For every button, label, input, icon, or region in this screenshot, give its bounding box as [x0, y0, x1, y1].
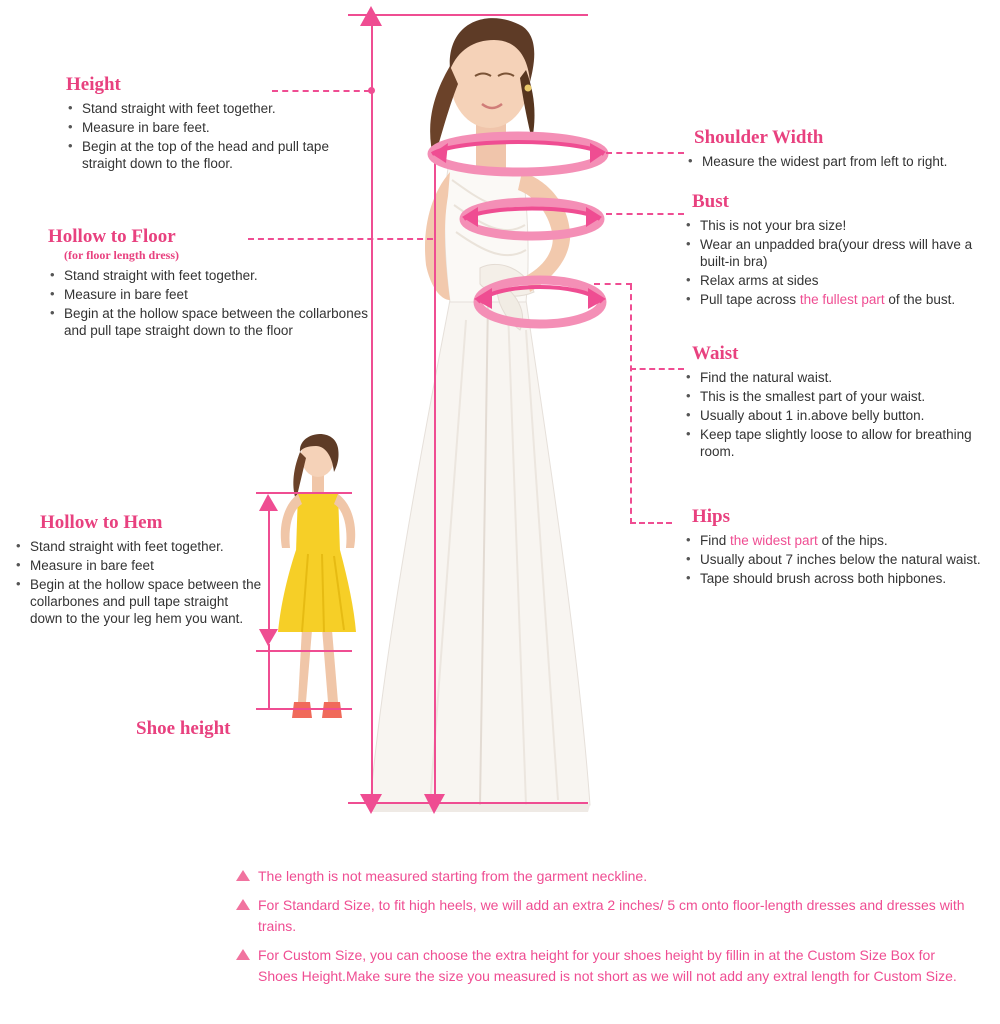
hollow-to-hem-section: [14, 512, 264, 629]
list-item: • Relax arms at sides: [684, 272, 996, 289]
bust-bullets: [684, 217, 996, 308]
hips-note-emphasis: the widest part: [730, 533, 818, 548]
warning-triangle-icon: [236, 949, 250, 960]
shoulder-width-bullets: [686, 153, 996, 170]
waist-section: [684, 343, 996, 462]
list-item: • Begin at the top of the head and pull tape straight down to the floor.: [66, 138, 366, 172]
list-item: • Wear an unpadded bra(your dress will have a built-in bra): [684, 236, 996, 270]
height-title: Height: [66, 74, 121, 95]
list-item: • Begin at the hollow space between the collarbones and pull tape straight down to the floor: [48, 305, 368, 339]
short-dress-figure-illustration: [262, 430, 372, 750]
hollow-to-hem-bullets: [14, 538, 264, 627]
note-text: For Standard Size, to fit high heels, we will add an extra 2 inches/ 5 cm onto floor-length dresses and dresses with trains.: [258, 897, 965, 934]
list-item: • This is not your bra size!: [684, 217, 996, 234]
list-item: • Measure the widest part from left to right.: [686, 153, 996, 170]
hips-note-pre: Find: [700, 533, 731, 548]
shoulder-width-measure-band: [418, 130, 618, 178]
list-item: • Stand straight with feet together.: [48, 267, 368, 284]
warning-triangle-icon: [236, 899, 250, 910]
note-item: [236, 895, 976, 937]
hollow-to-floor-section: [48, 226, 368, 341]
footer-notes: [236, 866, 976, 995]
hollow-to-floor-title: Hollow to Floor: [48, 226, 176, 247]
bust-title: Bust: [692, 191, 729, 212]
shoulder-width-leader-line: [606, 152, 684, 154]
shoulder-width-section: [686, 127, 996, 172]
bust-note-pre: Pull tape across: [700, 292, 800, 307]
list-item: • Stand straight with feet together.: [14, 538, 264, 555]
list-item: • Begin at the hollow space between the collarbones and pull tape straight down to the your leg hem you want.: [14, 576, 264, 627]
waist-leader-line: [630, 368, 684, 370]
height-section: [66, 74, 366, 174]
list-item: • Stand straight with feet together.: [66, 100, 366, 117]
shoe-height-title: Shoe height: [136, 718, 231, 739]
note-item: [236, 866, 976, 887]
height-bullets: [66, 100, 366, 172]
list-item: • Measure in bare feet: [14, 557, 264, 574]
list-item: [684, 291, 996, 308]
list-item: • This is the smallest part of your waist.: [684, 388, 996, 405]
waist-title: Waist: [692, 343, 739, 364]
list-item: • Measure in bare feet.: [66, 119, 366, 136]
bride-figure-illustration: [330, 0, 660, 820]
list-item: • Keep tape slightly loose to allow for breathing room.: [684, 426, 996, 460]
height-leader-line: [272, 90, 370, 92]
bust-note-emphasis: the fullest part: [799, 292, 885, 307]
bust-leader-line: [606, 213, 684, 215]
list-item: • Usually about 1 in.above belly button.: [684, 407, 996, 424]
hips-title: Hips: [692, 506, 731, 527]
hips-note-post: of the hips.: [817, 533, 888, 548]
shoe-height-section: [136, 718, 231, 740]
hollow-to-floor-leader-line: [248, 238, 433, 240]
hollow-to-hem-title: Hollow to Hem: [40, 512, 163, 533]
height-leader-dot: [368, 87, 375, 94]
hips-bullets: [684, 532, 996, 587]
bust-section: [684, 191, 996, 310]
list-item: • Find the natural waist.: [684, 369, 996, 386]
warning-triangle-icon: [236, 870, 250, 881]
waist-bullets: [684, 369, 996, 460]
bust-note-post: of the bust.: [884, 292, 956, 307]
list-item: • Tape should brush across both hipbones.: [684, 570, 996, 587]
bust-measure-band: [452, 196, 612, 242]
waist-measure-band: [466, 272, 614, 334]
list-item: [684, 532, 996, 549]
note-item: [236, 945, 976, 987]
shoulder-width-title: Shoulder Width: [694, 127, 824, 148]
hollow-to-floor-bullets: [48, 267, 368, 339]
hips-section: [684, 506, 996, 589]
note-text: The length is not measured starting from the garment neckline.: [258, 868, 648, 884]
list-item: • Usually about 7 inches below the natural waist.: [684, 551, 996, 568]
note-text: For Custom Size, you can choose the extra height for your shoes height by fillin in at the Custom Size Box for Shoes Height.Make sure the size you measured is not short as we will not add any extral length for Custom Size.: [258, 947, 957, 984]
list-item: • Measure in bare feet: [48, 286, 368, 303]
hollow-to-floor-subtitle: (for floor length dress): [64, 248, 179, 262]
